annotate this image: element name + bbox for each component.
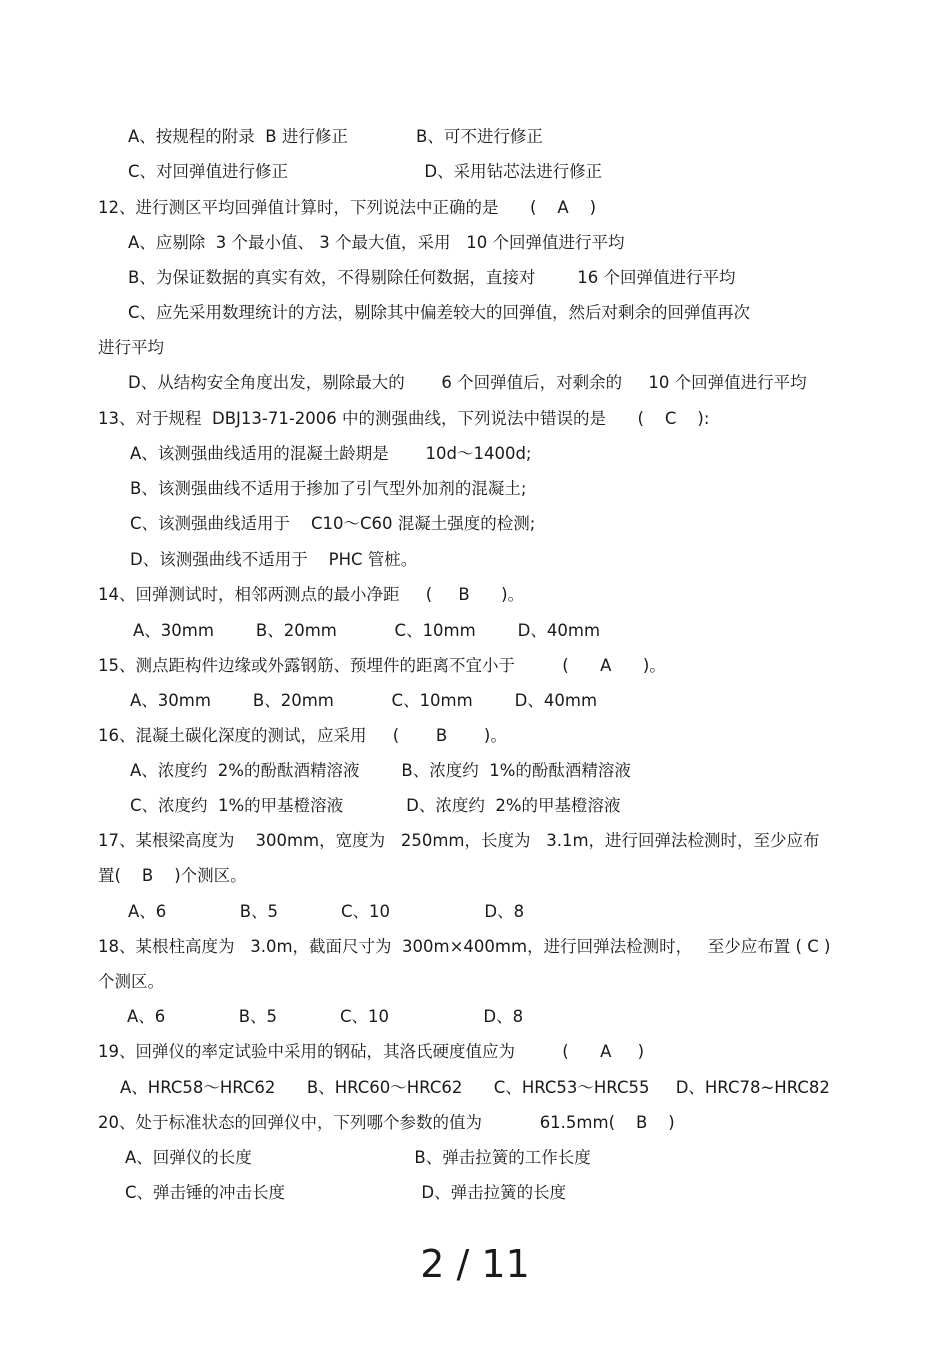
question-14: 14、回弹测试时，相邻两测点的最小净距 ( B )。 <box>98 585 525 604</box>
question-15: 15、测点距构件边缘或外露钢筋、预埋件的距离不宜小于 ( A )。 <box>98 656 666 675</box>
option-line-18: A、6 B、5 C、10 D、8 <box>127 1007 524 1026</box>
option-line-20-ab: A、回弹仪的长度 B、弹击拉簧的工作长度 <box>125 1148 591 1167</box>
option-line-15: A、30mm B、20mm C、10mm D、40mm <box>130 691 598 710</box>
option-line-17: A、6 B、5 C、10 D、8 <box>128 902 525 921</box>
option-line-13-c: C、该测强曲线适用于 C10～C60 混凝土强度的检测; <box>130 514 536 533</box>
option-line-19: A、HRC58～HRC62 B、HRC60～HRC62 C、HRC53～HRC55 D、HRC78~HRC82 <box>120 1078 830 1097</box>
option-line-12-c-cont: 进行平均 <box>98 338 164 357</box>
option-line-13-b: B、该测强曲线不适用于掺加了引气型外加剂的混凝土; <box>130 479 527 498</box>
option-line-11-cd: C、对回弹值进行修正 D、采用钻芯法进行修正 <box>128 162 603 181</box>
option-line-20-cd: C、弹击锤的冲击长度 D、弹击拉簧的长度 <box>125 1183 567 1202</box>
question-12: 12、进行测区平均回弹值计算时，下列说法中正确的是 ( A ) <box>98 198 597 217</box>
question-18: 18、某根柱高度为 3.0m，截面尺寸为 300m×400mm，进行回弹法检测时， 至少应布置 ( C ) <box>98 937 831 956</box>
option-line-12-d: D、从结构安全角度出发，剔除最大的 6 个回弹值后，对剩余的 10 个回弹值进行平均 <box>128 373 807 392</box>
option-line-12-c: C、应先采用数理统计的方法，剔除其中偏差较大的回弹值，然后对剩余的回弹值再次 <box>128 303 751 322</box>
question-19: 19、回弹仪的率定试验中采用的钢砧，其洛氏硬度值应为 ( A ) <box>98 1042 645 1061</box>
option-line-16-ab: A、浓度约 2%的酚酞酒精溶液 B、浓度约 1%的酚酞酒精溶液 <box>130 761 631 780</box>
question-16: 16、混凝土碳化深度的测试，应采用 ( B )。 <box>98 726 507 745</box>
question-17-cont: 置( B )个测区。 <box>98 866 247 885</box>
option-line-13-a: A、该测强曲线适用的混凝土龄期是 10d～1400d; <box>130 444 532 463</box>
option-line-12-b: B、为保证数据的真实有效，不得剔除任何数据，直接对 16 个回弹值进行平均 <box>128 268 736 287</box>
question-17: 17、某根梁高度为 300mm，宽度为 250mm，长度为 3.1m，进行回弹法检测时，至少应布 <box>98 831 820 850</box>
question-20: 20、处于标准状态的回弹仪中，下列哪个参数的值为 61.5mm( B ) <box>98 1113 675 1132</box>
option-line-16-cd: C、浓度约 1%的甲基橙溶液 D、浓度约 2%的甲基橙溶液 <box>130 796 621 815</box>
question-13: 13、对于规程 DBJ13-71-2006 中的测强曲线，下列说法中错误的是 ( C ): <box>98 409 710 428</box>
question-18-cont: 个测区。 <box>98 972 164 991</box>
option-line-14: A、30mm B、20mm C、10mm D、40mm <box>133 621 601 640</box>
page-number: 2 / 11 <box>420 1242 530 1286</box>
option-line-12-a: A、应剔除 3 个最小值、 3 个最大值，采用 10 个回弹值进行平均 <box>128 233 625 252</box>
option-line-13-d: D、该测强曲线不适用于 PHC 管桩。 <box>130 550 418 569</box>
option-line-11-ab: A、按规程的附录 B 进行修正 B、可不进行修正 <box>128 127 543 146</box>
